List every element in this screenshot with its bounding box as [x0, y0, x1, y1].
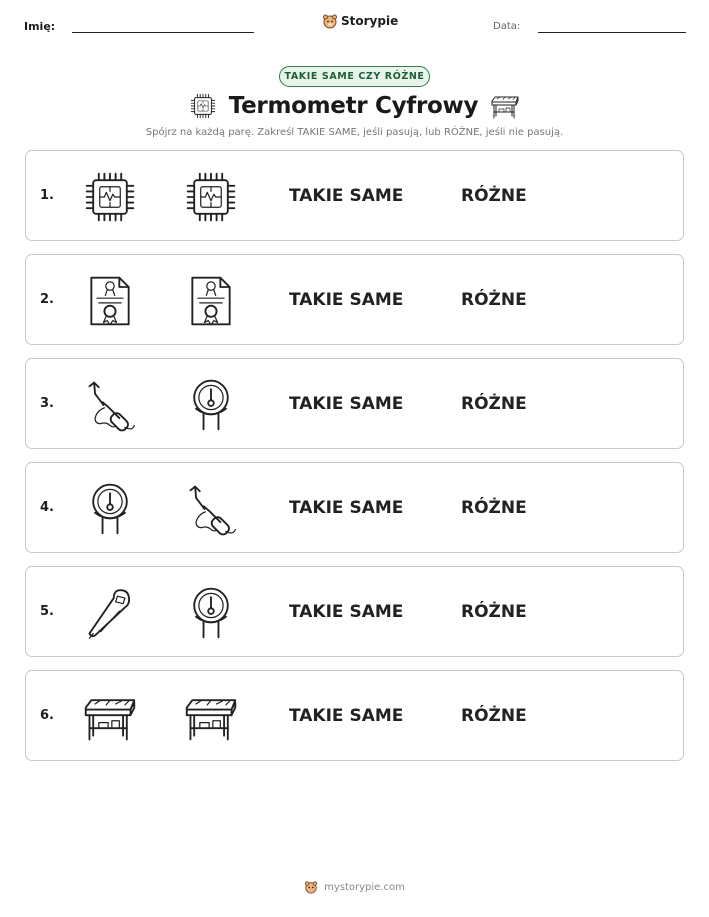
brand-logo — [322, 13, 398, 29]
thermistor-icon — [82, 481, 138, 537]
row-number: 3. — [40, 396, 54, 411]
certificate-icon — [183, 273, 239, 329]
microchip-icon — [183, 169, 239, 225]
digital-thermometer-icon — [82, 585, 138, 641]
name-label: Imię: — [24, 20, 56, 33]
thermistor-icon — [183, 377, 239, 433]
name-line[interactable] — [72, 32, 254, 33]
row-number: 6. — [40, 708, 54, 723]
footer — [0, 880, 709, 894]
row-number: 4. — [40, 500, 54, 515]
worksheet-type-badge: TAKIE SAME CZY RÓŻNE — [279, 66, 430, 87]
different-option[interactable]: RÓŻNE — [461, 394, 527, 414]
exercise-row-3 — [25, 358, 684, 449]
row-number: 1. — [40, 188, 54, 203]
title-row — [0, 91, 709, 121]
exercise-row-4 — [25, 462, 684, 553]
same-option[interactable]: TAKIE SAME — [289, 290, 404, 310]
same-option[interactable]: TAKIE SAME — [289, 186, 404, 206]
row-number: 5. — [40, 604, 54, 619]
exercise-row-2 — [25, 254, 684, 345]
storypie-mascot-icon — [304, 880, 318, 894]
exercise-row-1 — [25, 150, 684, 241]
exercise-row-5 — [25, 566, 684, 657]
same-option[interactable]: TAKIE SAME — [289, 498, 404, 518]
date-line[interactable] — [538, 32, 686, 33]
soldering-iron-icon — [183, 481, 239, 537]
storypie-mascot-icon — [322, 13, 338, 29]
different-option[interactable]: RÓŻNE — [461, 290, 527, 310]
thermistor-icon — [183, 585, 239, 641]
different-option[interactable]: RÓŻNE — [461, 498, 527, 518]
workbench-icon — [183, 689, 239, 745]
same-option[interactable]: TAKIE SAME — [289, 602, 404, 622]
soldering-iron-icon — [82, 377, 138, 433]
exercise-row-6 — [25, 670, 684, 761]
workbench-icon — [490, 91, 520, 121]
instructions: Spójrz na każdą parę. Zakreśl TAKIE SAME, jeśli pasują, lub RÓŻNE, jeśli nie pasują. — [145, 127, 564, 138]
certificate-icon — [82, 273, 138, 329]
row-number: 2. — [40, 292, 54, 307]
microchip-icon — [82, 169, 138, 225]
workbench-icon — [82, 689, 138, 745]
same-option[interactable]: TAKIE SAME — [289, 706, 404, 726]
brand-name: Storypie — [341, 14, 399, 28]
different-option[interactable]: RÓŻNE — [461, 602, 527, 622]
different-option[interactable]: RÓŻNE — [461, 706, 527, 726]
microchip-icon — [189, 92, 217, 120]
same-option[interactable]: TAKIE SAME — [289, 394, 404, 414]
page-title: Termometr Cyfrowy — [228, 93, 479, 119]
different-option[interactable]: RÓŻNE — [461, 186, 527, 206]
footer-url[interactable]: mystorypie.com — [324, 881, 405, 893]
date-label: Data: — [493, 21, 521, 32]
